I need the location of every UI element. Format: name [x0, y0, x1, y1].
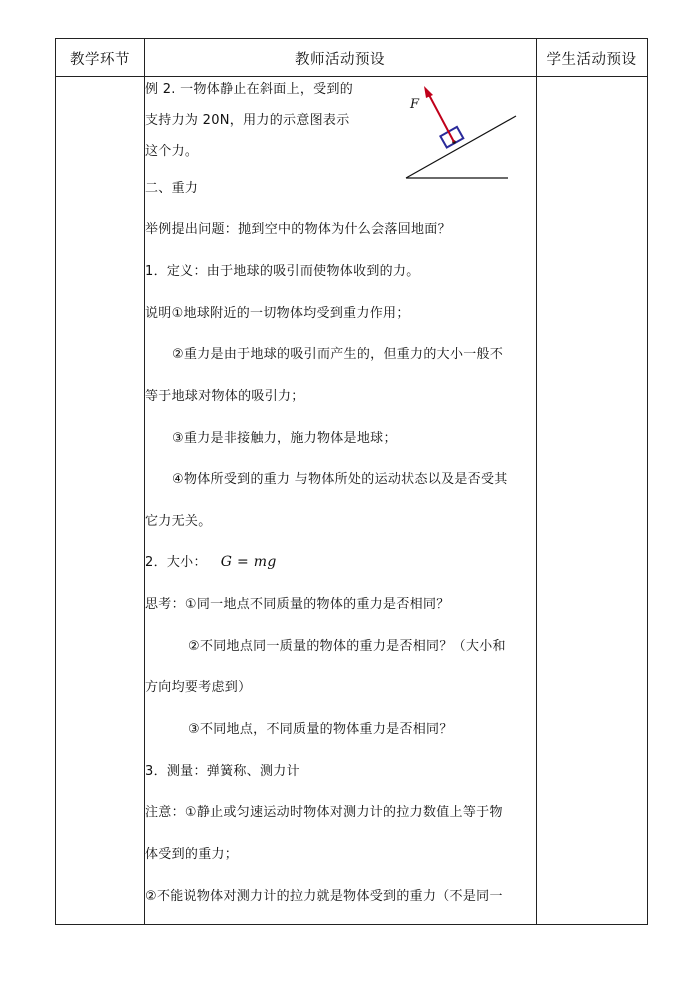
note-2b: 等于地球对物体的吸引力； [145, 389, 305, 404]
force-label: F [410, 97, 420, 112]
size-formula: G = mg [220, 554, 277, 570]
force-arrow-line [428, 93, 454, 142]
note-1: 说明①地球附近的一切物体均受到重力作用； [145, 306, 410, 321]
think-2a: ②不同地点同一质量的物体的重力是否相同？（大小和 [188, 639, 506, 654]
caution-1b: 体受到的重力； [145, 847, 239, 862]
question-text: 举例提出问题：抛到空中的物体为什么会落回地面？ [145, 222, 451, 237]
note-2a: ②重力是由于地球的吸引而产生的，但重力的大小一般不 [172, 347, 504, 362]
example-line-2: 支持力为 20N，用力的示意图表示 [145, 113, 350, 128]
incline-force-diagram [400, 78, 524, 184]
column-divider-2 [536, 39, 537, 924]
size-label: 2．大小： [145, 555, 207, 570]
force-arrow-head [424, 86, 433, 98]
example-line-3: 这个力。 [145, 144, 199, 159]
note-3: ③重力是非接触力，施力物体是地球； [172, 431, 397, 446]
think-3: ③不同地点，不同质量的物体重力是否相同？ [188, 722, 453, 737]
definition-text: 1．定义：由于地球的吸引而使物体收到的力。 [145, 264, 420, 279]
think-1: 思考：①同一地点不同质量的物体的重力是否相同？ [145, 597, 450, 612]
caution-2: ②不能说物体对测力计的拉力就是物体受到的重力（不是同一 [145, 889, 503, 904]
header-student-activity: 学生活动预设 [546, 51, 637, 68]
header-teaching-stage: 教学环节 [70, 51, 130, 68]
measure-text: 3．测量：弹簧称、测力计 [145, 764, 300, 779]
note-4a: ④物体所受到的重力 与物体所处的运动状态以及是否受其 [172, 472, 508, 487]
caution-1a: 注意：①静止或匀速运动时物体对测力计的拉力数值上等于物 [145, 805, 503, 820]
example-line-1: 例 2. 一物体静止在斜面上，受到的 [145, 82, 354, 97]
column-divider-1 [144, 39, 145, 924]
header-teacher-activity: 教师活动预设 [295, 51, 385, 68]
section-gravity-title: 二、重力 [145, 181, 199, 196]
note-4b: 它力无关。 [145, 514, 212, 529]
size-line [145, 553, 277, 572]
think-2b: 方向均要考虑到） [145, 680, 252, 695]
incline-line [406, 116, 516, 178]
